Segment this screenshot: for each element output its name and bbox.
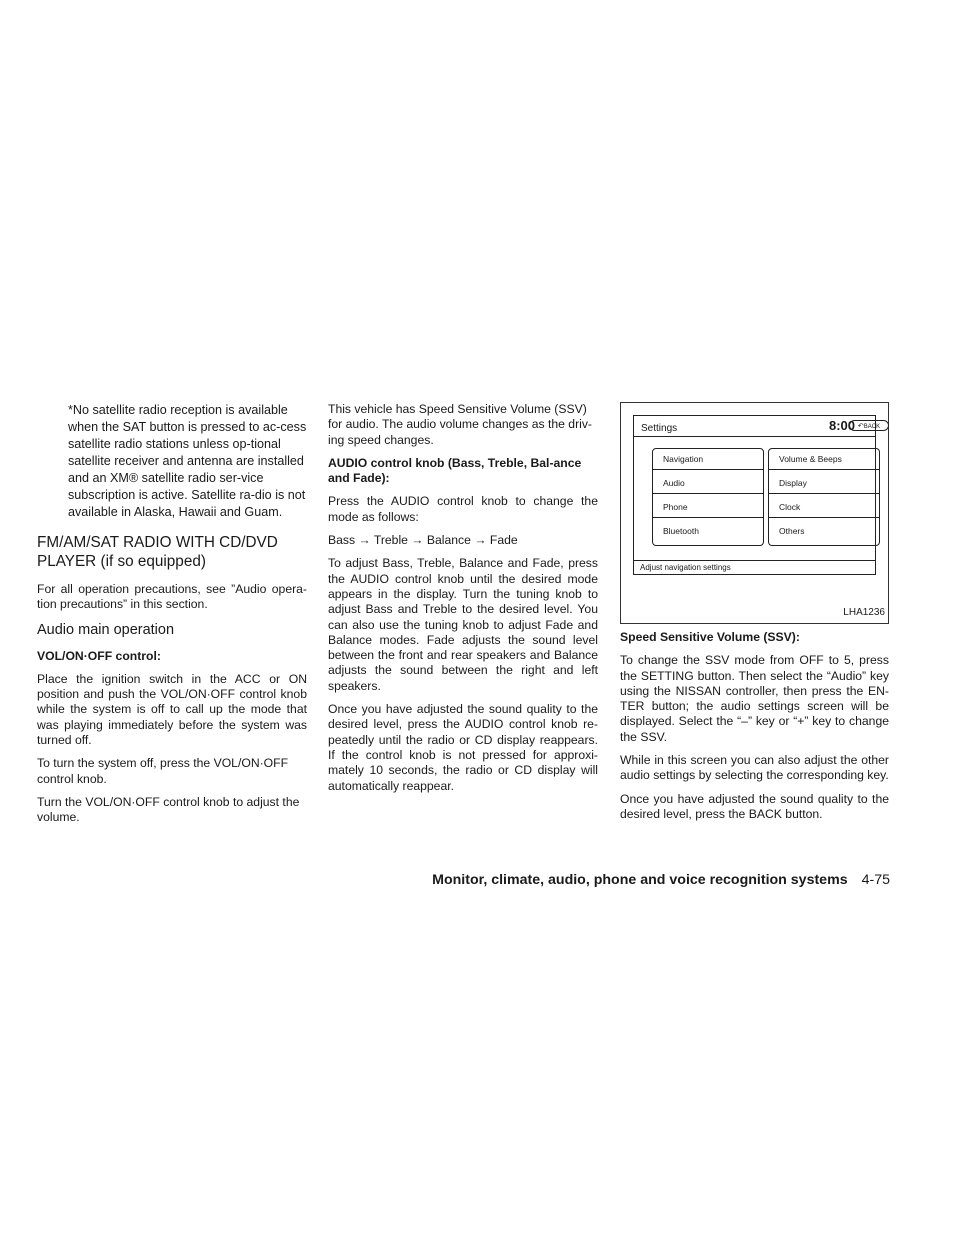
- menu-item-others: Others: [779, 526, 805, 536]
- audio-knob-heading: AUDIO control knob (Bass, Treble, Bal-ance and Fade):: [328, 455, 582, 486]
- screen-divider: [634, 436, 875, 437]
- page-number: 4-75: [861, 872, 890, 888]
- right-column: [620, 402, 889, 830]
- back-label: BACK: [863, 424, 881, 430]
- menu-right-column: [768, 448, 880, 546]
- menu-item-audio: Audio: [652, 472, 764, 494]
- footer-section-name: Monitor, climate, audio, phone and voice recognition systems: [432, 872, 848, 888]
- vol-control-heading: VOL/ON·OFF control:: [37, 648, 161, 663]
- precautions-text: For all operation precautions, see ”Audio opera-tion precautions” in this section.: [37, 582, 307, 612]
- audio-paragraph-3: Once you have adjusted the sound quality to the desired level, press the AUDIO control knob re-peatedly until the radio or CD display reappears. If the control knob is not pressed for approxi-mately 10 seconds, the radio or CD display will automatically reappear.: [328, 702, 598, 793]
- vol-paragraph-3: Turn the VOL/ON·OFF control knob to adjust the volume.: [37, 794, 300, 825]
- menu-item-volume-beeps: Volume & Beeps: [768, 448, 880, 470]
- back-button: [849, 420, 889, 431]
- mode-sequence: Bass → Treble → Balance → Fade: [328, 533, 518, 548]
- ssv-heading: Speed Sensitive Volume (SSV):: [620, 630, 800, 644]
- section-heading: FM/AM/SAT RADIO WITH CD/DVD PLAYER (if so equipped): [37, 534, 278, 570]
- menu-item-bluetooth: Bluetooth: [663, 526, 699, 536]
- ssv-intro: This vehicle has Speed Sensitive Volume (SSV) for audio. The audio volume changes as the driv-ing speed changes.: [328, 402, 592, 447]
- screen-title: Settings: [641, 423, 678, 434]
- vol-paragraph-1: Place the ignition switch in the ACC or ON position and push the VOL/ON·OFF control knob while the system is off to call up the mode that was playing immediately before the system was turned off.: [37, 671, 307, 748]
- settings-screen-figure: [620, 402, 889, 624]
- ssv-paragraph-1: To change the SSV mode from OFF to 5, press the SETTING button. Then select the “Audio” key using the NISSAN controller, then press the EN-TER button; the audio settings screen will be displayed. Select the “–” key or “+” key to change the SSV.: [620, 653, 889, 744]
- screen-status-bar: Adjust navigation settings: [634, 560, 875, 574]
- back-arrow-icon: ↶: [857, 423, 864, 430]
- settings-screen: [633, 415, 881, 575]
- settings-menu: [652, 448, 886, 546]
- vol-paragraph-2: To turn the system off, press the VOL/ON·OFF control knob.: [37, 756, 289, 786]
- menu-item-phone: Phone: [652, 496, 764, 518]
- left-column: [37, 402, 307, 834]
- ssv-paragraph-3: Once you have adjusted the sound quality to the desired level, press the BACK button.: [620, 791, 889, 821]
- satellite-note: *No satellite radio reception is available when the SAT button is pressed to ac-cess satellite radio stations unless op-tional satellite receiver and antenna are installed and an XM® satellite radio ser-vice subscription is active. Satellite ra-dio is not available in Alaska, Hawaii and Guam.: [68, 403, 307, 519]
- screen-clock: 8:00: [829, 418, 856, 433]
- page-footer: [432, 872, 890, 888]
- middle-column: [328, 402, 598, 802]
- menu-item-display: Display: [768, 472, 880, 494]
- ssv-paragraph-2: While in this screen you can also adjust the other audio settings by selecting the corresponding key.: [620, 753, 889, 783]
- audio-paragraph-2: To adjust Bass, Treble, Balance and Fade, press the AUDIO control knob until the desired mode appears in the display. Turn the tuning knob to adjust Bass and Treble to the desired level. You can also use the tuning knob to adjust Fade and Balance modes. Fade adjusts the sound level between the front and rear speakers and Balance adjusts the sound between the right and left speakers.: [328, 556, 598, 693]
- audio-paragraph-1: Press the AUDIO control knob to change the mode as follows:: [328, 494, 598, 524]
- menu-left-column: [652, 448, 764, 546]
- audio-main-operation-heading: Audio main operation: [37, 621, 175, 638]
- menu-item-navigation: Navigation: [652, 448, 764, 470]
- figure-code: LHA1236: [843, 606, 885, 618]
- menu-item-clock: Clock: [768, 496, 880, 518]
